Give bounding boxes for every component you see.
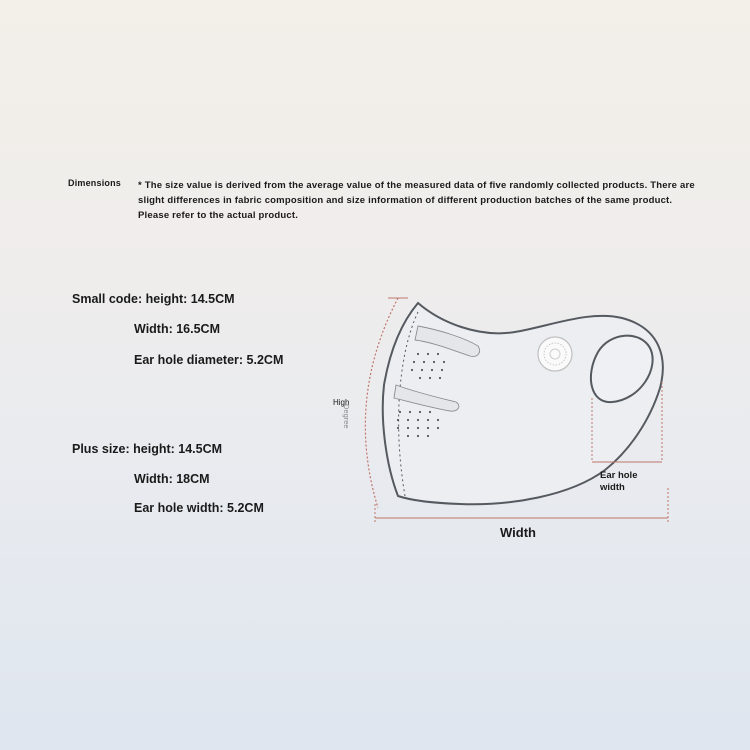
small-ear-spec: Ear hole diameter: 5.2CM bbox=[134, 353, 284, 367]
plus-ear-spec: Ear hole width: 5.2CM bbox=[134, 501, 264, 515]
dimensions-heading: Dimensions bbox=[68, 178, 122, 188]
plus-width-spec: Width: 18CM bbox=[134, 472, 210, 486]
ear-hole-label-line2: width bbox=[600, 482, 625, 493]
high-label: High bbox=[333, 398, 350, 407]
small-height-spec: Small code: height: 14.5CM bbox=[72, 292, 235, 306]
ear-hole-label-line1: Ear hole bbox=[600, 470, 638, 481]
small-width-spec: Width: 16.5CM bbox=[134, 322, 220, 336]
width-label: Width bbox=[500, 525, 536, 540]
breathing-valve-icon bbox=[538, 337, 572, 371]
dimensions-disclaimer: * The size value is derived from the average value of the measured data of five randomly collected products. There are slight differences in fabric composition and size information of different production batches of the same product. Please refer to the actual product. bbox=[138, 180, 695, 221]
plus-height-spec: Plus size: height: 14.5CM bbox=[72, 442, 223, 456]
degree-label: Degree bbox=[342, 404, 351, 429]
